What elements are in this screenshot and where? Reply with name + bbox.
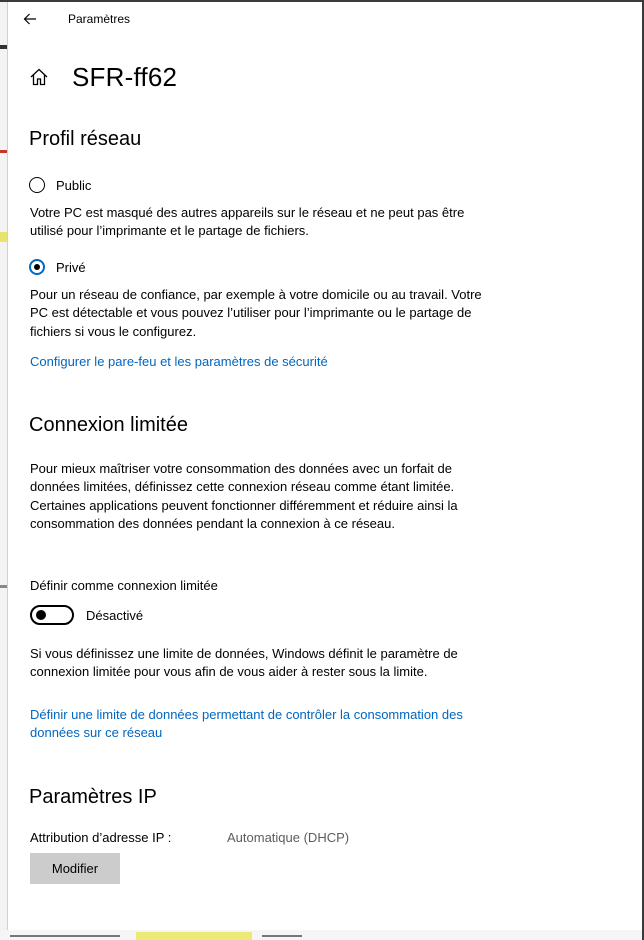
home-icon[interactable]	[28, 66, 50, 88]
metered-connection-heading: Connexion limitée	[29, 414, 188, 436]
network-profile-heading: Profil réseau	[29, 128, 142, 150]
metered-toggle-row	[30, 605, 143, 625]
radio-public-label[interactable]: Public	[56, 177, 92, 193]
ip-settings-heading: Paramètres IP	[29, 786, 157, 808]
metered-toggle-label: Définir comme connexion limitée	[30, 578, 218, 593]
radio-public-circle[interactable]	[29, 177, 45, 193]
toggle-knob	[36, 610, 46, 620]
radio-public[interactable]	[29, 177, 91, 193]
back-arrow-icon	[23, 13, 37, 25]
title-bar	[8, 2, 642, 36]
page-title: SFR-ff62	[72, 61, 178, 92]
back-button[interactable]	[18, 8, 42, 30]
settings-window	[8, 2, 642, 930]
radio-private[interactable]	[29, 259, 86, 275]
window-title: Paramètres	[68, 12, 131, 26]
data-limit-note: Si vous définissez une limite de données, Windows définit le paramètre de connexion limitée pour vous afin de vous aider à rester sous la limite.	[30, 646, 458, 680]
private-description: Pour un réseau de confiance, par exemple à votre domicile ou au travail. Votre PC est détectable et vous pouvez l’utiliser pour l’imprimante ou le partage de fichiers si vous le configurez.	[30, 287, 482, 339]
radio-private-circle[interactable]	[29, 259, 45, 275]
page-header	[28, 60, 177, 94]
public-description: Votre PC est masqué des autres appareils sur le réseau et ne peut pas être utilisé pour l’imprimante et le partage de fichiers.	[30, 205, 465, 239]
metered-description: Pour mieux maîtriser votre consommation des données avec un forfait de données limitées, définissez cette connexion réseau comme étant limitée. Certaines applications peuvent fonctionner différemment et réduire ainsi la consommation des données pendant la connexion à ce réseau.	[30, 461, 458, 531]
metered-toggle-switch[interactable]	[30, 605, 74, 625]
modify-ip-button[interactable]: Modifier	[30, 853, 120, 884]
ip-assignment-value: Automatique (DHCP)	[227, 830, 350, 845]
metered-toggle-state: Désactivé	[86, 607, 144, 623]
background-window-bottom	[0, 930, 644, 940]
ip-assignment-label: Attribution d’adresse IP :	[30, 830, 172, 845]
firewall-settings-link[interactable]: Configurer le pare-feu et les paramètres de sécurité	[30, 354, 328, 369]
radio-private-label[interactable]: Privé	[56, 259, 86, 275]
data-limit-link[interactable]: Définir une limite de données permettant de contrôler la consommation des données sur ce réseau	[30, 707, 463, 740]
background-window-edge	[0, 0, 8, 940]
